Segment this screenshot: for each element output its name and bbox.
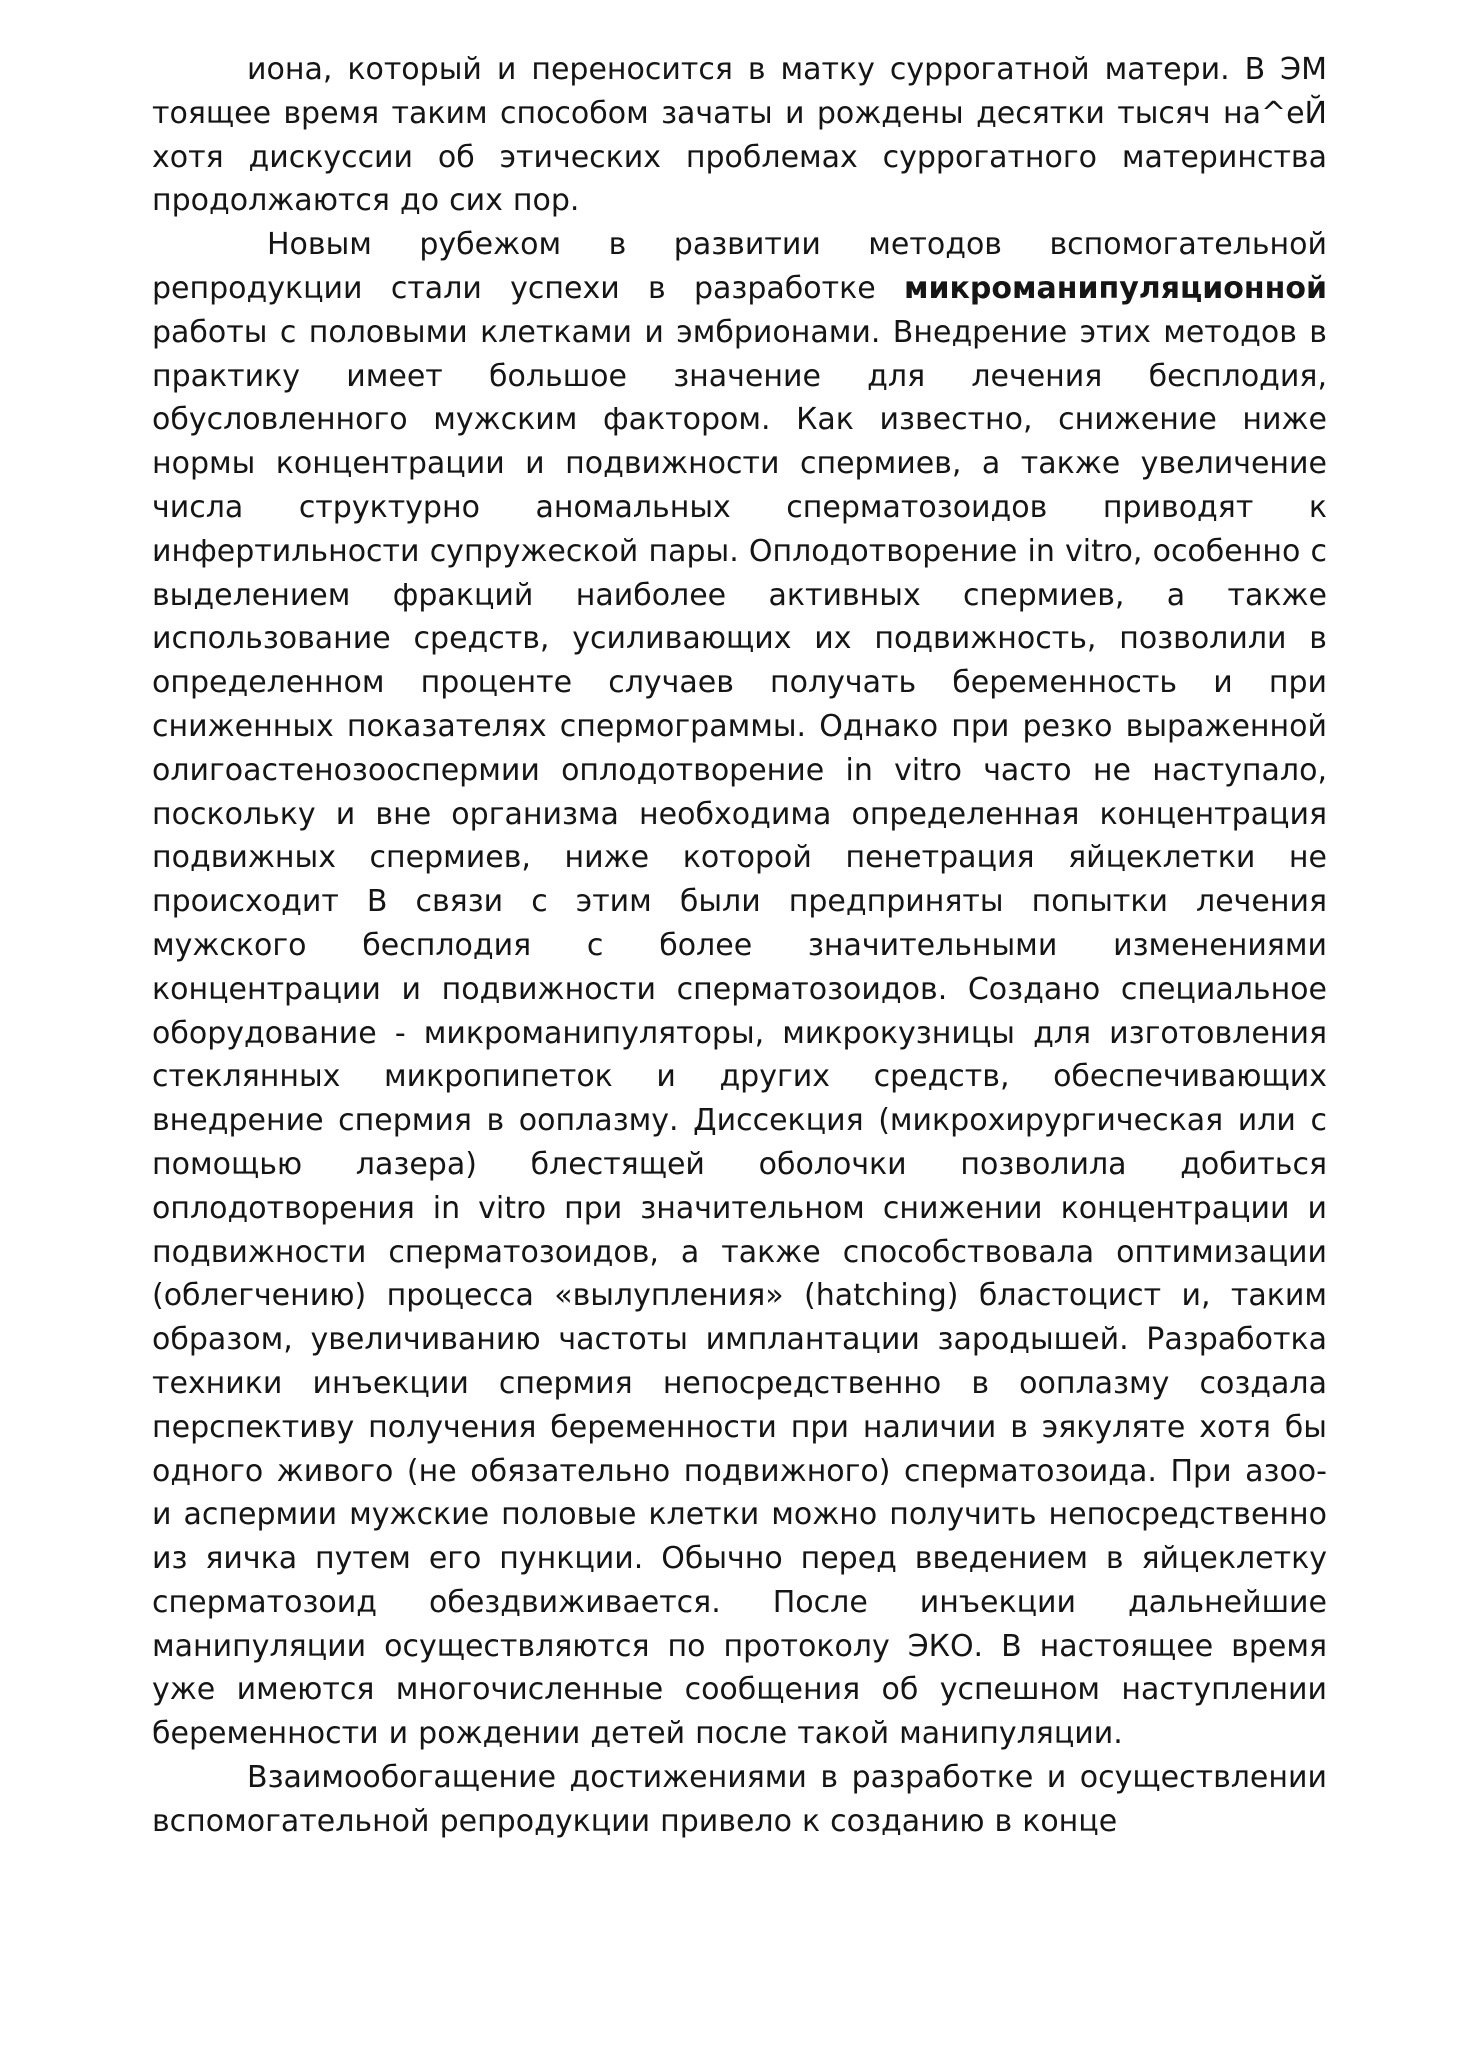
paragraph-micromanipulation-rest: работы с половыми клетками и эмбрионами. Внедрение этих методов в практику имеет большое значение для лечения бесплодия, обусловленного мужским фактором. Как известно, снижение ниже нормы концентрации и подвижности спермиев, а также увеличение числа структурно аномальных сперматозоидов приводят к инфертильности супружеской пары. Оплодотворение in vitro, особенно с выделением фракций наиболее активных спермиев, а также использование средств, усиливающих их подвижность, позволили в определенном проценте случаев получать беременность и при сниженных показателях спермограммы. Однако при резко выраженной олигоастенозооспермии оплодотворение in vitro часто не наступало, поскольку и вне организма необходима определенная концентрация подвижных спермиев, ниже которой пенетрация яйцеклетки не происходит В связи с этим были предприняты попытки лечения мужского бесплодия с более значительными изменениями концентрации и подвижности сперматозоидов. Создано специальное оборудование - микроманипуляторы, микрокузницы для изготовления стеклянных микропипеток и других средств, обеспечивающих внедрение спермия в ооплазму. Диссекция (микрохирургическая или с помощью лазера) блестящей оболочки позволила добиться оплодотворения in vitro при значительном снижении концентрации и подвижности сперматозоидов, а также способствовала оптимизации (облегчению) процесса «вылупления» (hatching) бластоцист и, таким образом, увеличиванию частоты имплантации зародышей. Разработка техники инъекции спермия непосредственно в ооплазму создала перспективу получения беременности при наличии в эякуляте хотя бы одного живого (не обязательно подвижного) сперматозоида. При азоо- и аспермии мужские половые клетки можно получить непосредственно из яичка путем его пункции. Обычно перед введением в яйцеклетку сперматозоид обездвиживается. После инъекции дальнейшие манипуляции осуществляются по протоколу ЭКО. В настоящее время уже имеются многочисленные сообщения об успешном наступлении беременности и рождении детей после такой манипуляции. xyxy=(152,314,1327,1752)
emphasized-term: микроманипуляционной xyxy=(904,270,1327,306)
paragraph-micromanipulation xyxy=(152,223,1327,1756)
paragraph-micromanipulation-start: Новым рубежом в развитии методов вспомогательной репродукции стали успехи в разработке xyxy=(152,227,1327,306)
paragraph-surrogacy: иона, который и переносится в матку суррогатной матери. В ЭМ тоящее время таким способом зачаты и рождены десятки тысяч на^еЙ хотя дискуссии об этических проблемах суррогатного материнства продолжаются до сих пор. xyxy=(152,52,1327,219)
document-page xyxy=(152,48,1327,1844)
paragraph-mutual-enrichment: Взаимообогащение достижениями в разработке и осуществлении вспомогательной репродукции привело к созданию в конце xyxy=(152,1760,1327,1839)
